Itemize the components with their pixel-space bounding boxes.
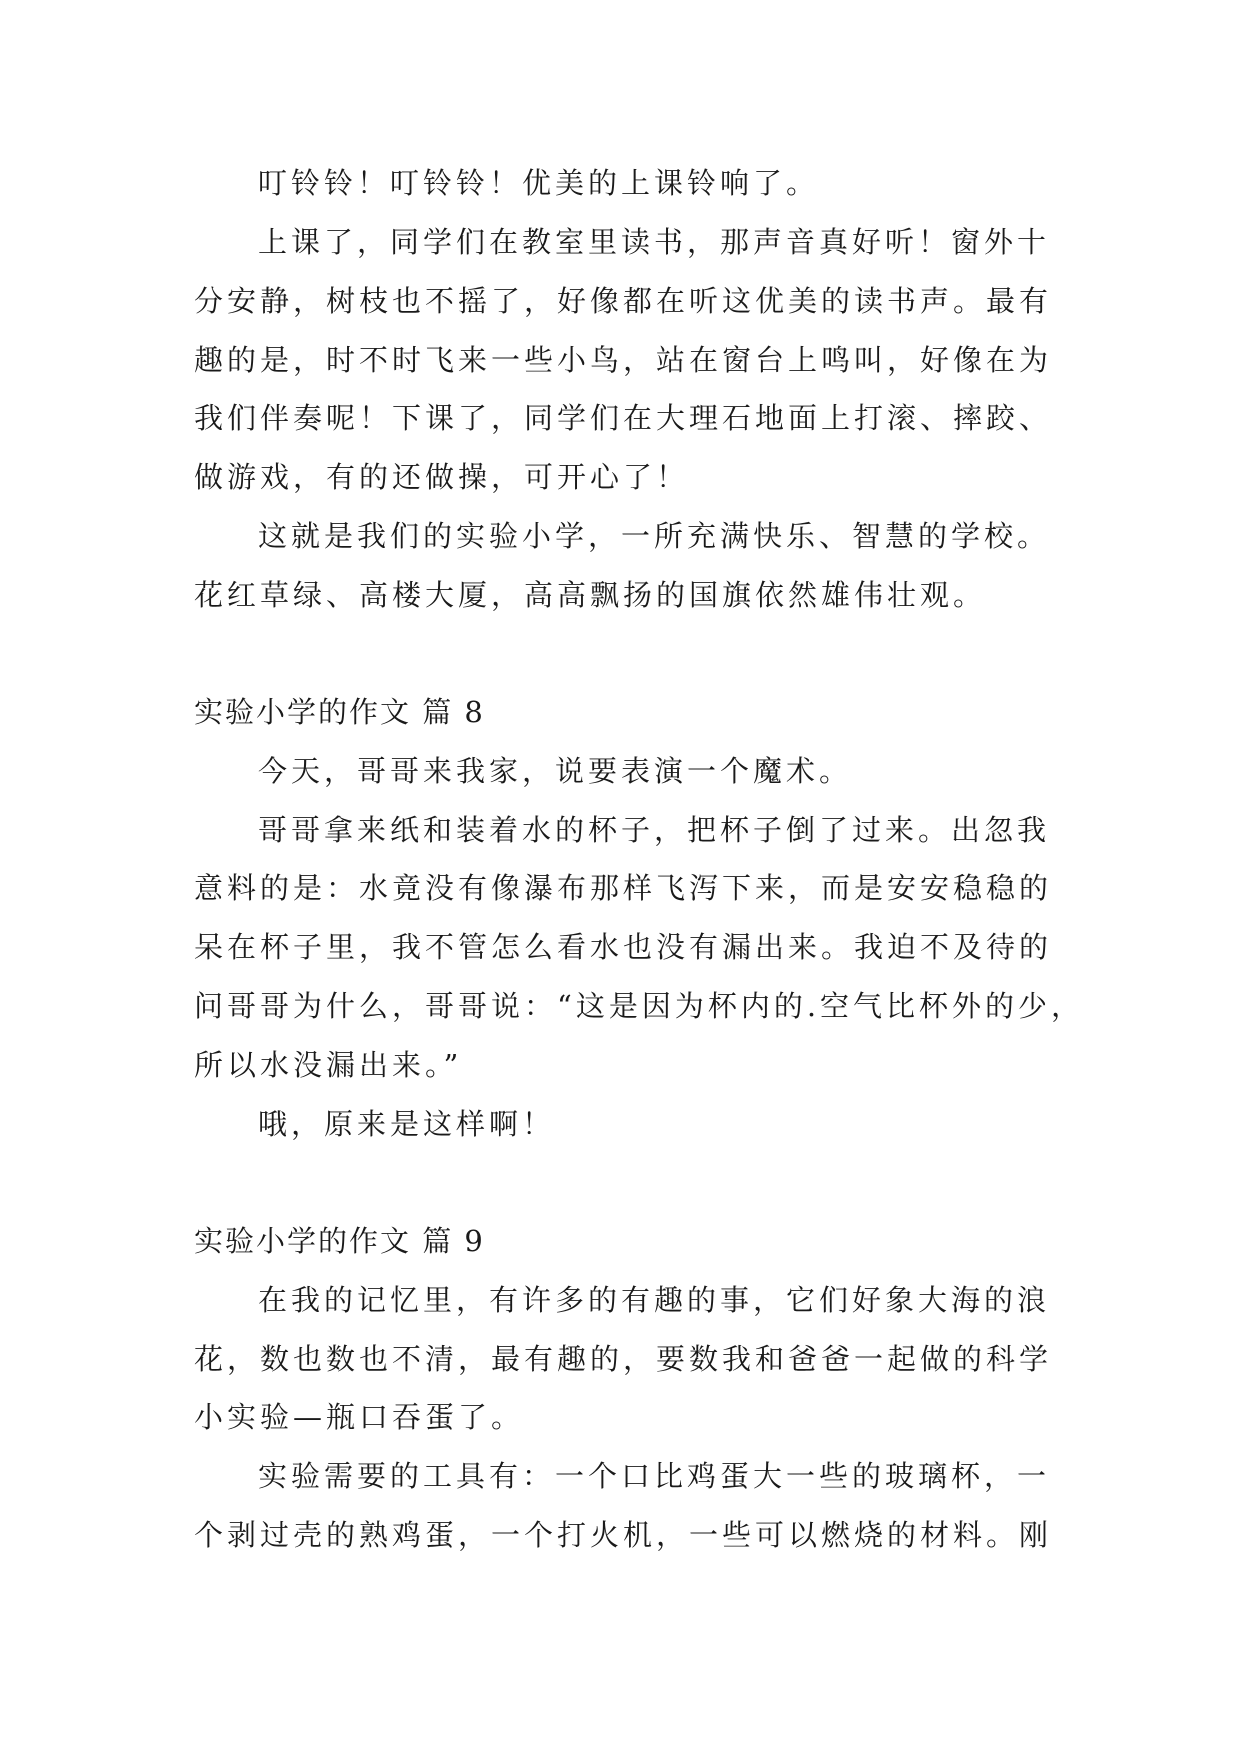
- paragraph-line: 花，数也数也不清，最有趣的，要数我和爸爸一起做的科学: [194, 1342, 1053, 1376]
- paragraph-line: 上课了，同学们在教室里读书，那声音真好听！窗外十: [258, 225, 1051, 259]
- paragraph-line: 在我的记忆里，有许多的有趣的事，它们好象大海的浪: [258, 1283, 1051, 1317]
- section-heading: 实验小学的作文 篇 8: [194, 695, 485, 729]
- paragraph-line: 所以水没漏出来。”: [194, 1048, 463, 1082]
- paragraph-line: 呆在杯子里，我不管怎么看水也没有漏出来。我迫不及待的: [194, 930, 1053, 964]
- paragraph-line: 哦，原来是这样啊！: [258, 1107, 556, 1141]
- paragraph-line: 叮铃铃！叮铃铃！优美的上课铃响了。: [258, 166, 820, 200]
- paragraph-line: 趣的是，时不时飞来一些小鸟，站在窗台上鸣叫，好像在为: [194, 343, 1053, 377]
- paragraph-line: 做游戏，有的还做操，可开心了！: [194, 460, 690, 494]
- paragraph-line: 今天，哥哥来我家，说要表演一个魔术。: [258, 754, 853, 788]
- paragraph-line: 这就是我们的实验小学，一所充满快乐、智慧的学校。: [258, 519, 1051, 553]
- section-heading: 实验小学的作文 篇 9: [194, 1224, 485, 1258]
- paragraph-line: 问哥哥为什么，哥哥说：“这是因为杯内的.空气比杯外的少，: [194, 989, 1085, 1023]
- paragraph-line: 哥哥拿来纸和装着水的杯子，把杯子倒了过来。出忽我: [258, 813, 1051, 847]
- paragraph-line: 意料的是：水竟没有像瀑布那样飞泻下来，而是安安稳稳的: [194, 871, 1053, 905]
- paragraph-line: 小实验—瓶口吞蛋了。: [194, 1400, 525, 1434]
- paragraph-line: 分安静，树枝也不摇了，好像都在听这优美的读书声。最有: [194, 284, 1053, 318]
- paragraph-line: 个剥过壳的熟鸡蛋，一个打火机，一些可以燃烧的材料。刚: [194, 1518, 1053, 1552]
- paragraph-line: 花红草绿、高楼大厦，高高飘扬的国旗依然雄伟壮观。: [194, 578, 987, 612]
- paragraph-line: 实验需要的工具有：一个口比鸡蛋大一些的玻璃杯，一: [258, 1459, 1051, 1493]
- paragraph-line: 我们伴奏呢！下课了，同学们在大理石地面上打滚、摔跤、: [194, 401, 1053, 435]
